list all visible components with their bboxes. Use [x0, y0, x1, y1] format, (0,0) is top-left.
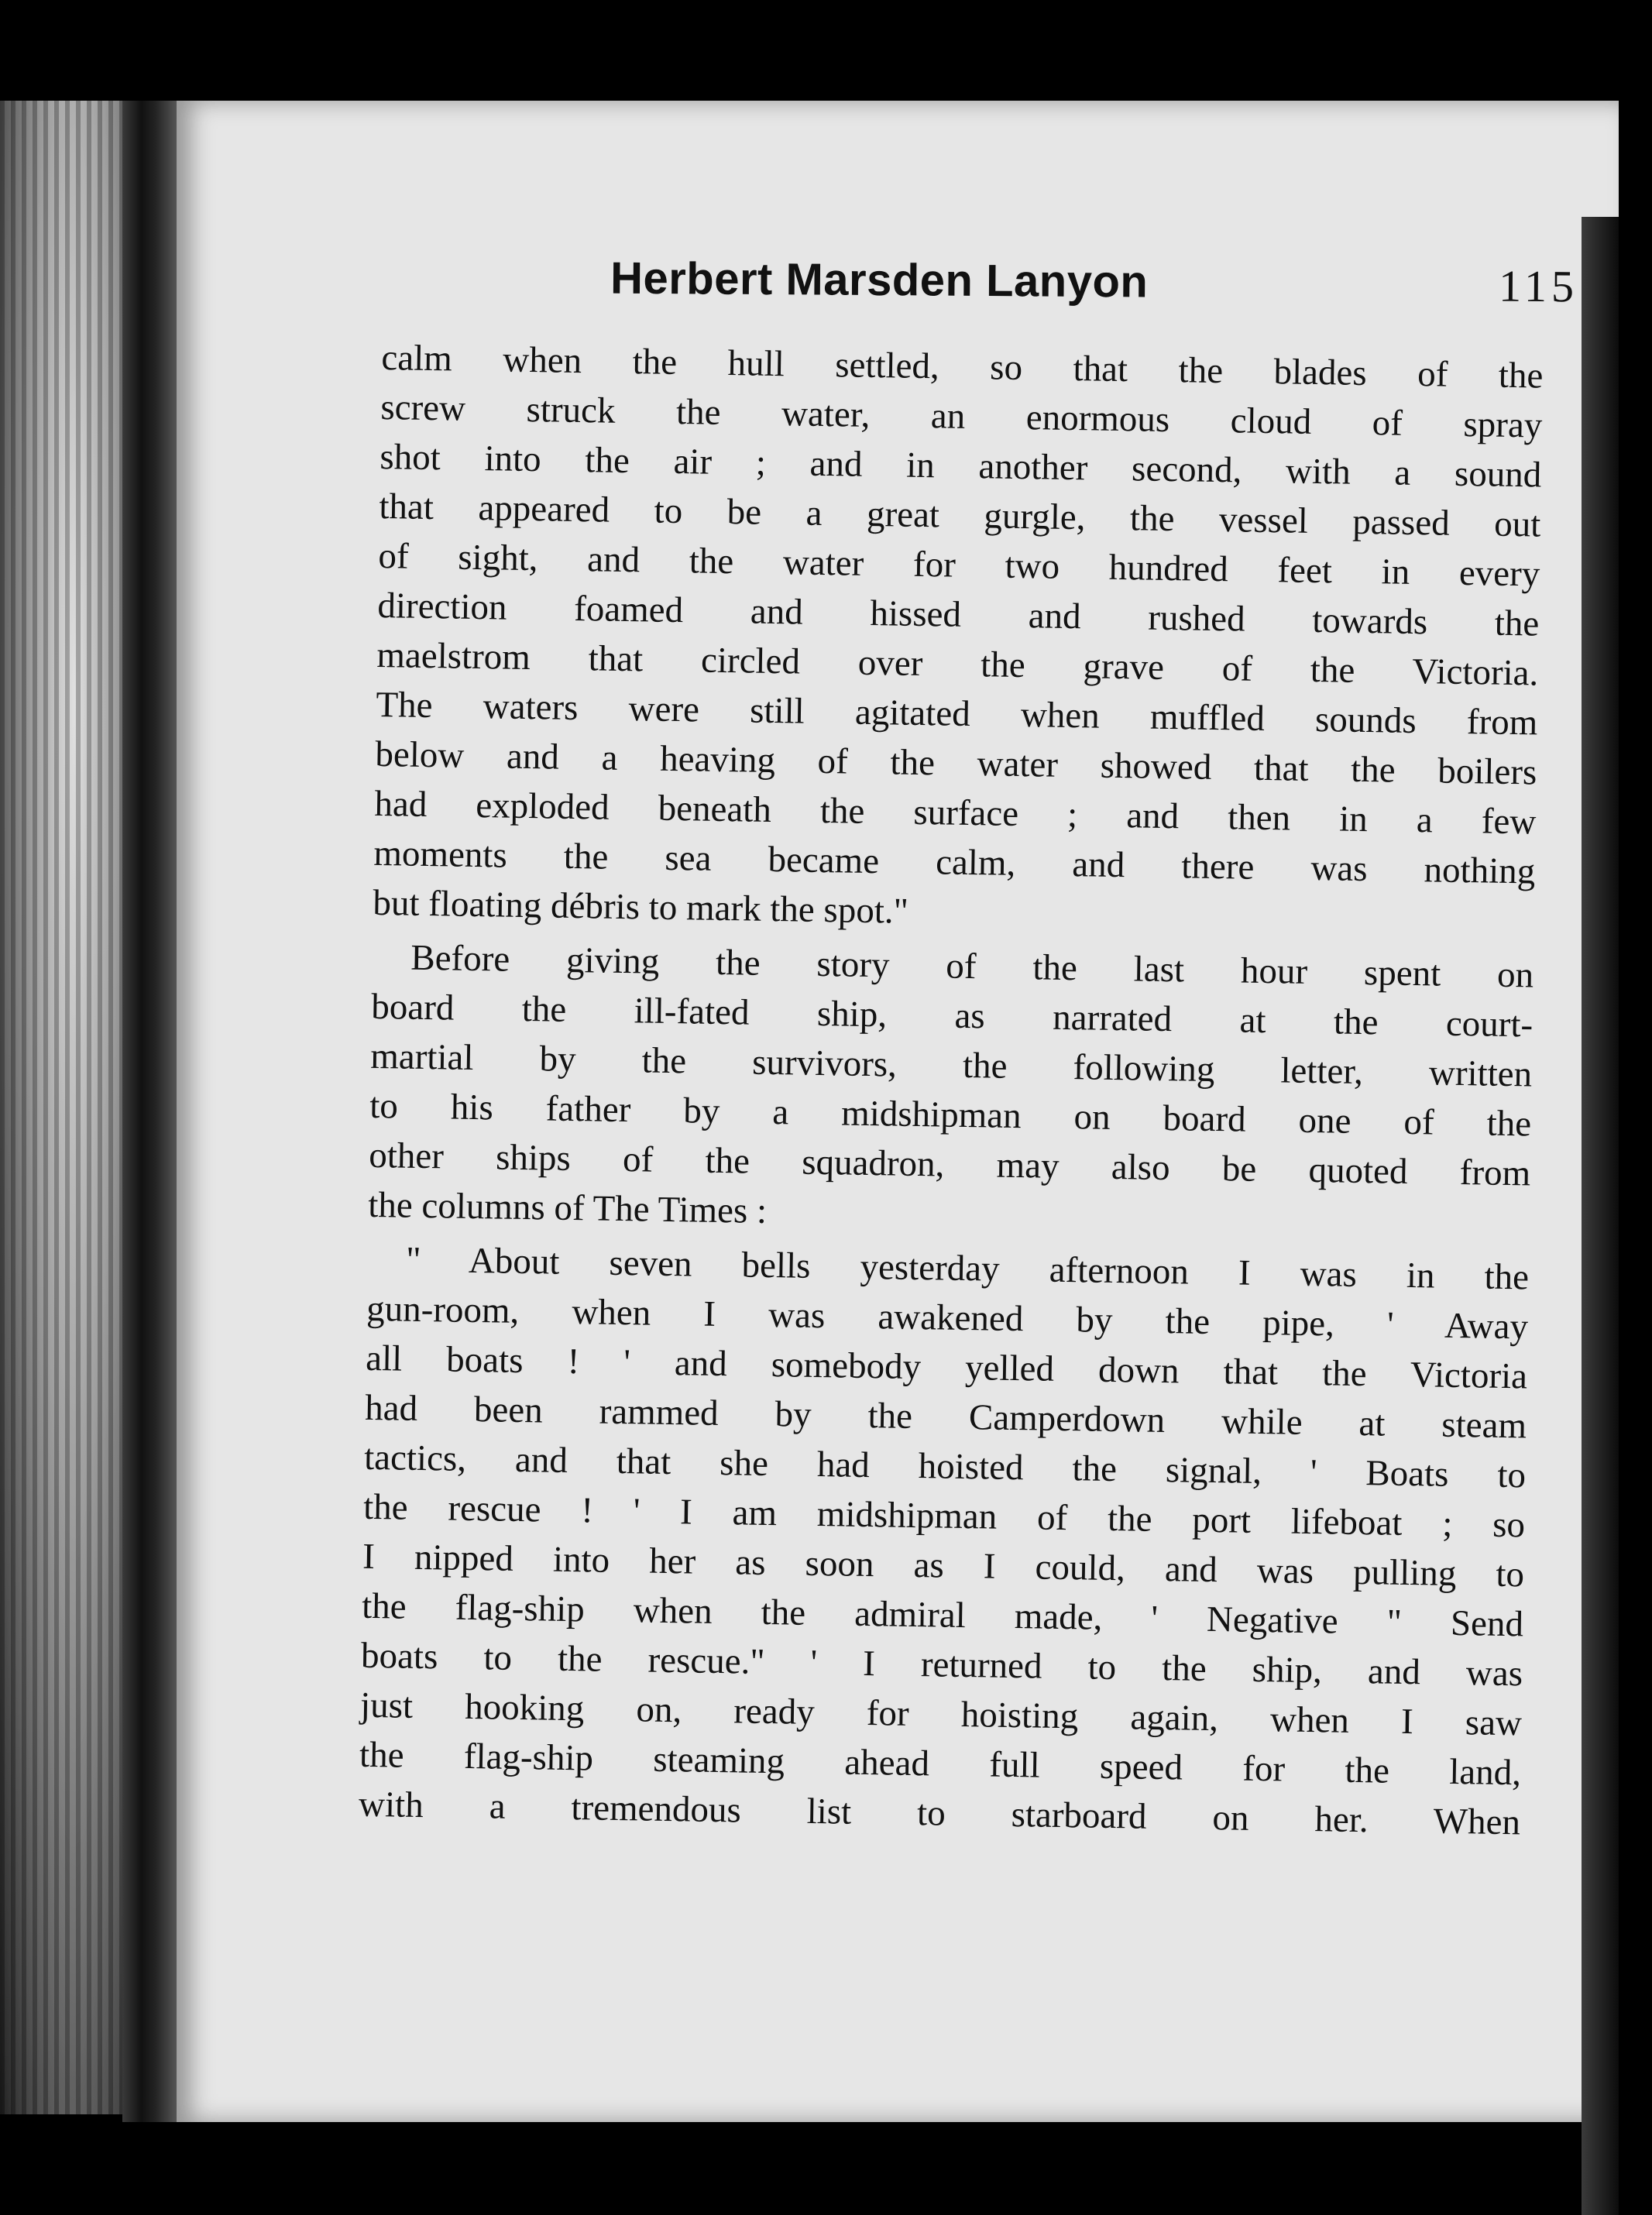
body-text [359, 333, 1544, 1847]
text-line: Before giving the story of the last hour spent on [410, 937, 1534, 996]
text-line: direction foamed and hissed and rushed towards the [377, 585, 1540, 644]
book-page [177, 101, 1619, 2122]
page-edge-shadow [1582, 217, 1619, 2215]
text-line: with a tremendous list to starboard on her. When [358, 1784, 1521, 1843]
text-line: board the ill-fated ship, as narrated at the court- [370, 986, 1534, 1046]
book-gutter [122, 101, 177, 2122]
text-line: to his father by a midshipman on board one of the [369, 1085, 1532, 1145]
text-line: all boats ! ' and somebody yelled down that the Victoria [365, 1338, 1528, 1397]
text-line: martial by the survivors, the following letter, written [369, 1035, 1533, 1095]
text-line: tactics, and that she had hoisted the signal, ' Boats to [363, 1437, 1527, 1496]
text-line: I nipped into her as soon as I could, and was pulling to [362, 1536, 1525, 1595]
text-line: the flag-ship when the admiral made, ' Negative " Send [361, 1585, 1524, 1645]
text-line: " About seven bells yesterday afternoon I was in the [405, 1239, 1530, 1298]
text-line: boats to the rescue." ' I returned to the ship, and was [360, 1635, 1523, 1695]
text-line: the rescue ! ' I am midshipman of the port lifeboat ; so [362, 1486, 1526, 1546]
text-line: gun-room, when I was awakened by the pipe, ' Away [366, 1288, 1529, 1348]
paragraph [359, 1235, 1530, 1847]
facing-page-fragment [0, 101, 124, 2114]
text-line: moments the sea became calm, and there was nothing [373, 833, 1536, 892]
text-line: the columns of The Times : [367, 1184, 768, 1231]
paragraph [368, 932, 1534, 1248]
text-line: screw struck the water, an enormous cloud of spray [380, 386, 1543, 446]
text-line: maelstrom that circled over the grave of the Victoria. [376, 634, 1539, 694]
text-line: that appeared to be a great gurgle, the vessel passed out [379, 486, 1541, 545]
paragraph [373, 333, 1544, 946]
text-line: shot into the air ; and in another second, with a sound [380, 436, 1542, 496]
text-line: had been rammed by the Camperdown while at steam [364, 1387, 1527, 1447]
text-line: but floating débris to mark the spot." [373, 882, 909, 932]
page-number: 115 [1498, 260, 1579, 312]
running-head [610, 252, 1579, 329]
text-line: below and a heaving of the water showed that the boilers [375, 733, 1537, 793]
text-line: The waters were still agitated when muffled sounds from [376, 684, 1538, 743]
text-line: of sight, and the water for two hundred feet in every [378, 535, 1540, 595]
text-line: the flag-ship steaming ahead full speed for the land, [359, 1734, 1522, 1794]
text-line: had exploded beneath the surface ; and then in a few [374, 783, 1537, 843]
text-line: just hooking on, ready for hoisting again, when I saw [359, 1684, 1523, 1744]
text-line: calm when the hull settled, so that the blades of the [381, 337, 1544, 397]
running-head-title: Herbert Marsden Lanyon [610, 252, 1149, 307]
text-line: other ships of the squadron, may also be quoted from [368, 1135, 1531, 1194]
